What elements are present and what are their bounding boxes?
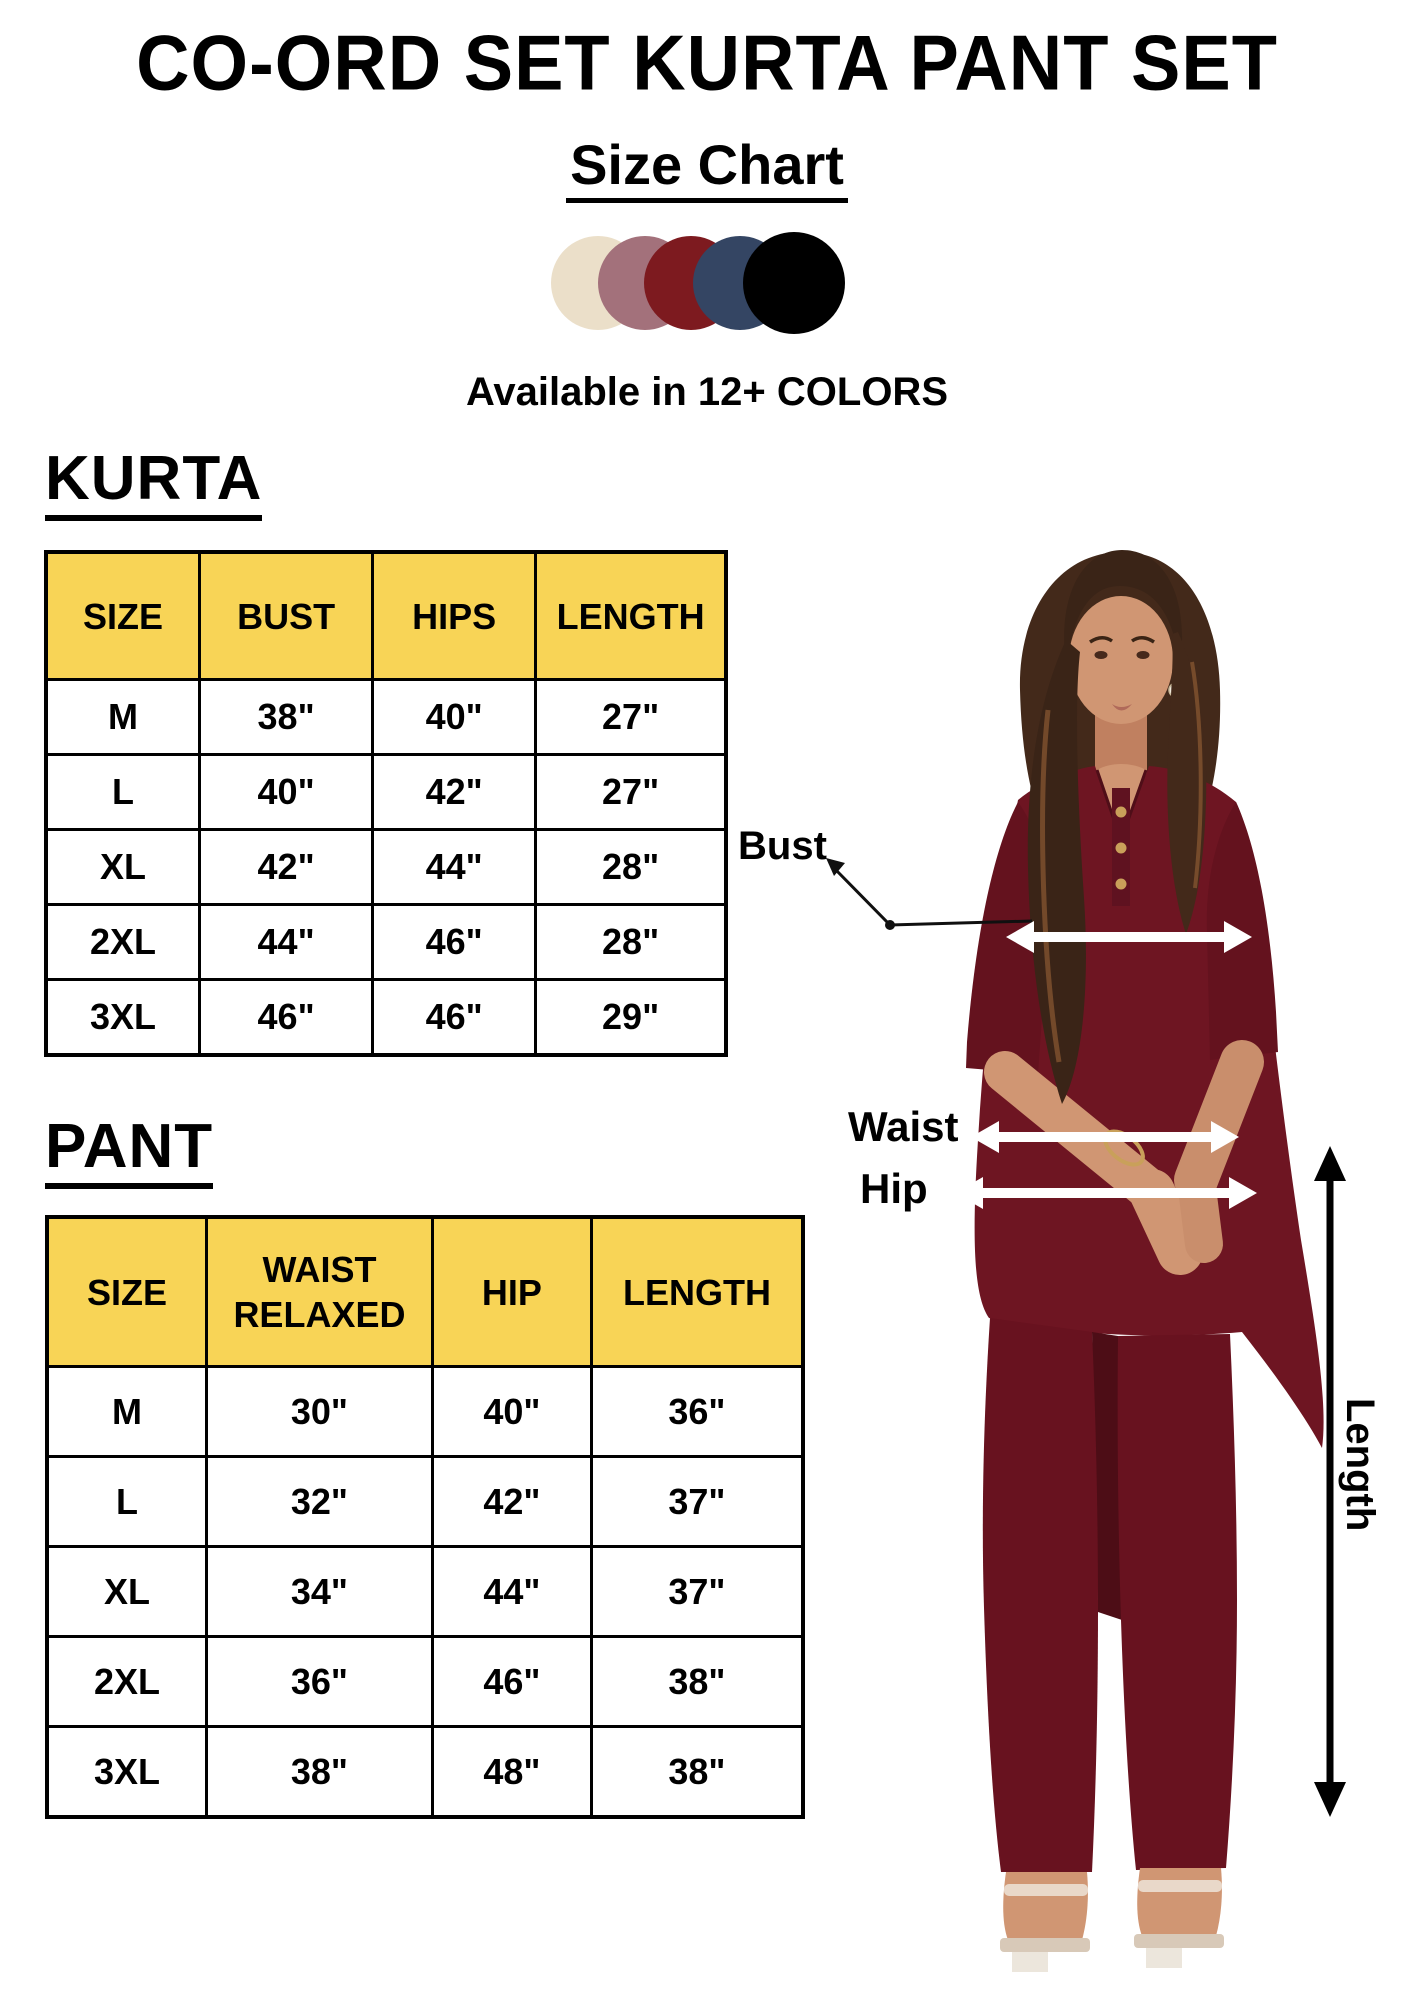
table-cell: 40" — [432, 1367, 591, 1457]
bust-pointer-line — [826, 858, 1032, 930]
length-label: Length — [1338, 1398, 1382, 1532]
hip-label: Hip — [860, 1165, 928, 1212]
table-cell: 44" — [200, 905, 373, 980]
table-cell: 32" — [207, 1457, 433, 1547]
availability-note: Available in 12+ COLORS — [465, 370, 948, 414]
table-cell: 37" — [591, 1457, 803, 1547]
table-cell: M — [46, 680, 200, 755]
table-cell: 38" — [591, 1637, 803, 1727]
table-cell: 27" — [536, 755, 726, 830]
waist-label: Waist — [848, 1103, 959, 1150]
table-cell: 3XL — [47, 1727, 207, 1818]
table-header-cell: BUST — [200, 552, 373, 680]
table-cell: 2XL — [46, 905, 200, 980]
table-cell: 27" — [536, 680, 726, 755]
bust-label: Bust — [738, 824, 827, 868]
page-subtitle: Size Chart — [566, 136, 848, 203]
table-cell: 29" — [536, 980, 726, 1056]
table-cell: 38" — [591, 1727, 803, 1818]
table-cell: L — [47, 1457, 207, 1547]
table-cell: 2XL — [47, 1637, 207, 1727]
table-header-cell: LENGTH — [536, 552, 726, 680]
table-cell: 28" — [536, 830, 726, 905]
table-cell: 42" — [432, 1457, 591, 1547]
table-cell: 34" — [207, 1547, 433, 1637]
table-cell: 40" — [200, 755, 373, 830]
table-cell: 46" — [373, 980, 536, 1056]
table-cell: XL — [47, 1547, 207, 1637]
table-header-cell: WAIST RELAXED — [207, 1217, 433, 1367]
table-header-cell: LENGTH — [591, 1217, 803, 1367]
table-cell: M — [47, 1367, 207, 1457]
table-cell: 30" — [207, 1367, 433, 1457]
table-cell: 42" — [373, 755, 536, 830]
table-cell: 36" — [207, 1637, 433, 1727]
hip-arrow — [955, 1177, 1257, 1209]
table-cell: 46" — [432, 1637, 591, 1727]
swatch-black — [743, 232, 845, 334]
page-title: CO-ORD SET KURTA PANT SET — [136, 18, 1278, 107]
table-header-cell: SIZE — [46, 552, 200, 680]
table-cell: 46" — [200, 980, 373, 1056]
table-cell: XL — [46, 830, 200, 905]
table-cell: 3XL — [46, 980, 200, 1056]
table-cell: 36" — [591, 1367, 803, 1457]
table-header-cell: HIPS — [373, 552, 536, 680]
table-cell: 28" — [536, 905, 726, 980]
table-cell: 48" — [432, 1727, 591, 1818]
table-cell: 38" — [200, 680, 373, 755]
table-header-cell: SIZE — [47, 1217, 207, 1367]
table-cell: 44" — [373, 830, 536, 905]
table-cell: L — [46, 755, 200, 830]
table-cell: 38" — [207, 1727, 433, 1818]
kurta-heading: KURTA — [45, 448, 262, 521]
bust-arrow — [1006, 921, 1252, 953]
pant-heading: PANT — [45, 1116, 213, 1189]
waist-arrow — [971, 1121, 1239, 1153]
table-cell: 42" — [200, 830, 373, 905]
table-cell: 46" — [373, 905, 536, 980]
table-cell: 44" — [432, 1547, 591, 1637]
table-cell: 40" — [373, 680, 536, 755]
table-header-cell: HIP — [432, 1217, 591, 1367]
table-cell: 37" — [591, 1547, 803, 1637]
